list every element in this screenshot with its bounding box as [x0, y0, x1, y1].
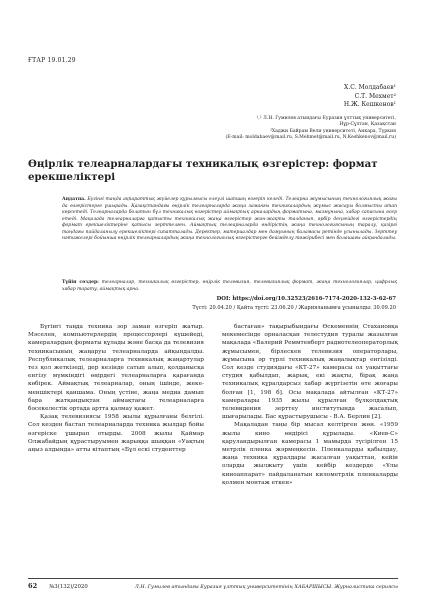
page-number: 62: [28, 582, 38, 590]
author-name: С.Т. Мехмет²: [354, 92, 396, 100]
body-paragraph: Бүгінгі таңда техника зор заман өзгеріп жатыр. Мәселен, компьютерлердің процессорлері күшейеді, камералардың форматы құлады және басқа да телевизия техникасының жаңаруы телеарналарда айқындалды. Республикалық телеарналарға техникалық жаңартулар тез қол жеткізеді, дер кезінде сатып алып, қолданысқа енгізу мүмкіндігі өңірдегі телеарналарға қарағанда көбірек. Аймақтық телеарналар, оның ішінде, жеке-меншіктері қаншама. Оның үстіне, жаңа медиа дамып бара жатқандықтан аймақтағы телеарналарға бәсекелестік ортада артта қалмау қажет.: [28, 324, 204, 413]
affiliation-line: ²Хаджи Байрам Вели университеті, Анкара, Түркия: [270, 128, 396, 134]
abstract-text: Бүгінгі таңда ақпараттық жүйелер құрылғысы елеулі шапшаң өзгеріп келеді. Телеарна жұмысының технологиялық жағы да өзгерістерге ұшырады. Қазақстандағы өңірлік телеарналарда жаңа заманғы техникалардың жұмыс жасауы болмысты атап көрсетеді. Телеарналарда болатын бұл техникалық өзгерістер аймақтық арналардың форматына, мазмұнына, хабар сапасына әсер етеді. Мақалада телеарналарға қатысты техникалық жаңа өзгерістер жан-жақты талданып, әрбір деңгейдегі өзгерістердің формат ерекшеліктеріне қатысы зерттелген. Аймақтық телеарналарда өндірістің жаңа технологиясының таралу, қазіргі таңдағы пайдаланылу ерекшеліктері сипатталады. Деректер, материалдар мен дамуының баламасы ретінде ұсынылады. Зерттеу нәтижелері бойынша өңірлік телеарналардың жаңа технологиялық өзгерістерге бейімделу тәжірибесі мен болашағы айқындалады.: [62, 197, 398, 242]
author-list: [344, 84, 396, 110]
affiliation-line: ¹,² Л.Н. Гумилев атындағы Еуразия ұлттық университеті,: [256, 116, 396, 121]
affiliation-block: [206, 116, 396, 142]
footer-divider: [28, 578, 398, 579]
abstract-label: Аңдатпа.: [62, 197, 86, 202]
body-column-left: [28, 323, 204, 454]
body-paragraph: Мақаладан таңы бір мысал келтірген жөн. «1959 жылы кино өндірісі құрылады. «Киев-С» қаруландырылған камерасы 1 мамырда түсірілген 15 метрлік пленка жәрмеңкесін. Пленкаларды қабылдау, жаңа техника құралдары жасалған уақыттан, кейін оларды жылжыту үшін кейбір кездерде «Ұлы киноаппарат» пайдаланатын километрлік пленкаларды қолмен монтаж еткен»: [222, 422, 398, 486]
keywords-text: телеарналар, техникалық өзгерістер, өңірлік телевизия, телевизиялық формат, жаңа технологиялар, цифрлық хабар тарату, аймақтық арна.: [62, 280, 397, 292]
issue-number: №3(132)/2020: [49, 584, 88, 590]
author-name: Н.Ж. Кешкенов¹: [343, 101, 396, 109]
doi-link[interactable]: DOI: https://doi.org/10.32523/2616-7174-2020-132-3-62-67: [216, 296, 396, 302]
journal-name: Л.Н. Гумилев атындағы Еуразия ұлттық университетінің ХАБАРШЫСЫ. Журналистика сериясы: [134, 584, 398, 590]
body-paragraph: бастаған» тақырыбындағы Өскеменнің Стахановқа мекемесінде орналасқан телестудия туралы жазылған мақалада «Валерий Реммтенберт радиотелеоператорлық жұмысымен, бірлескен телевизия операторлары, жұмысына әр түрлі техникалық жаңалықтар енгізілді. Сол кезде студиядағы «КТ-27» камерасы ол уақыттағы студия қабылдап, жарық, екі жақты, бірақ жаңа техникалық құралдарсыз хабар жүргізетін өте жоғары болған [1, 198 б]. Осы мақалада айтылған «КТ-27» камералары 1935 жылы құрылған бұлқолдақтық телевидения зерттеу институтында жасалып, шығарылады. Бас құрастырушысы - В.А. Берлин [2].: [222, 324, 398, 421]
affiliation-line: Нұр-Сұлтан, Қазақстан: [339, 122, 396, 128]
abstract: [62, 197, 397, 243]
body-paragraph: Қазақ телевизиясы 1958 жылы құрылғаны белгілі. Сол кезден бастап телеарналарда техника жылдар бойы өзгеріске ұшырап отырды. 2008 жылы Қаймар Олжабайдың құрастыруымен жарыққа шыққан «Уақтың аңыз алдында» атты кітаптың «Бұл ескі студенттер: [28, 414, 204, 454]
paper-title: Өңірлік телеарналардағы техникалық өзгерістер: формат ерекшеліктері: [28, 158, 378, 183]
keywords: [62, 280, 397, 293]
page-footer: [28, 582, 398, 590]
publication-dates: Түсті: 20.04.20 / Қайта түсті: 23.06.20 / Жарияланымға ұсынылды: 30.09.20: [192, 305, 396, 311]
classification-code: ҒТАР 19.01.29: [28, 57, 76, 64]
author-name: Х.С. Молдабаев¹: [344, 84, 396, 91]
affiliation-email: (E-mail: moldabaev@mail.ru, S.Mehmet@mail.ru, N.Keshkenov@mail.ru): [225, 135, 396, 141]
body-column-right: [222, 323, 398, 487]
keywords-label: Түйін сөздер:: [62, 280, 99, 285]
